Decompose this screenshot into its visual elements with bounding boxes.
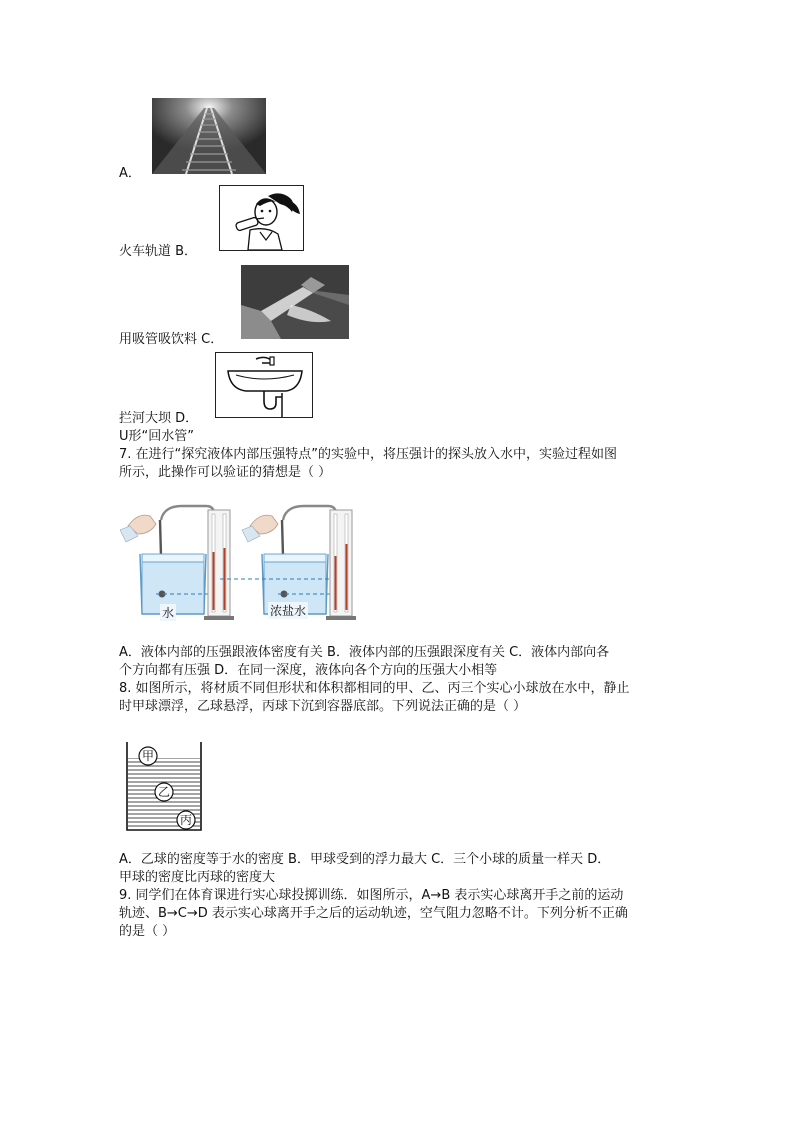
q9-stem-line1: 9. 同学们在体育课进行实心球投掷训练．如图所示，A→B 表示实心球离开手之前的运动: [119, 888, 624, 903]
sink-u-trap-image: [215, 352, 313, 418]
q8-stem-line1: 8. 如图所示，将材质不同但形状和体积都相同的甲、乙、丙三个实心小球放在水中，静止: [119, 681, 630, 696]
pressure-gauge-experiment-figure: [120, 500, 365, 622]
dam-photo: [241, 265, 349, 339]
ball-jia-label: 甲: [142, 749, 155, 763]
q6-option-d-caption: U形“回水管”: [119, 429, 194, 444]
q7-options-line1: A．液体内部的压强跟液体密度有关 B．液体内部的压强跟深度有关 C．液体内部向各: [119, 645, 610, 660]
q6-option-b-caption: 用吸管吸饮料 C．: [119, 332, 224, 347]
q8-stem-line2: 时甲球漂浮，乙球悬浮，丙球下沉到容器底部。下列说法正确的是（ ）: [119, 699, 527, 714]
girl-drinking-straw-image: [219, 185, 304, 251]
beaker-label-water: 水: [162, 606, 175, 620]
q9-stem-line2: 轨迹、B→C→D 表示实心球离开手之后的运动轨迹，空气阻力忽略不计。下列分析不正确: [119, 906, 628, 921]
ball-bing-label: 丙: [180, 813, 193, 827]
q6-option-a-label: A．: [119, 166, 141, 181]
left-setup: [120, 506, 234, 620]
railway-track-photo: [152, 98, 266, 174]
q7-stem-line1: 7. 在进行“探究液体内部压强特点”的实验中，将压强计的探头放入水中，实验过程如图: [119, 447, 618, 462]
beaker-label-salt-water: 浓盐水: [270, 604, 307, 618]
q7-options-line2: 个方向都有压强 D．在同一深度，液体向各个方向的压强大小相等: [119, 663, 498, 678]
q8-options-line2: 甲球的密度比丙球的密度大: [119, 870, 276, 885]
q6-option-a-caption: 火车轨道 B．: [119, 244, 198, 259]
q6-option-c-caption: 拦河大坝 D．: [119, 411, 199, 426]
q9-stem-line3: 的是（ ）: [119, 924, 176, 939]
ball-yi-label: 乙: [158, 785, 171, 799]
q7-stem-line2: 所示，此操作可以验证的猜想是（ ）: [119, 465, 332, 480]
q8-options-line1: A．乙球的密度等于水的密度 B．甲球受到的浮力最大 C．三个小球的质量一样天 D．: [119, 852, 611, 867]
